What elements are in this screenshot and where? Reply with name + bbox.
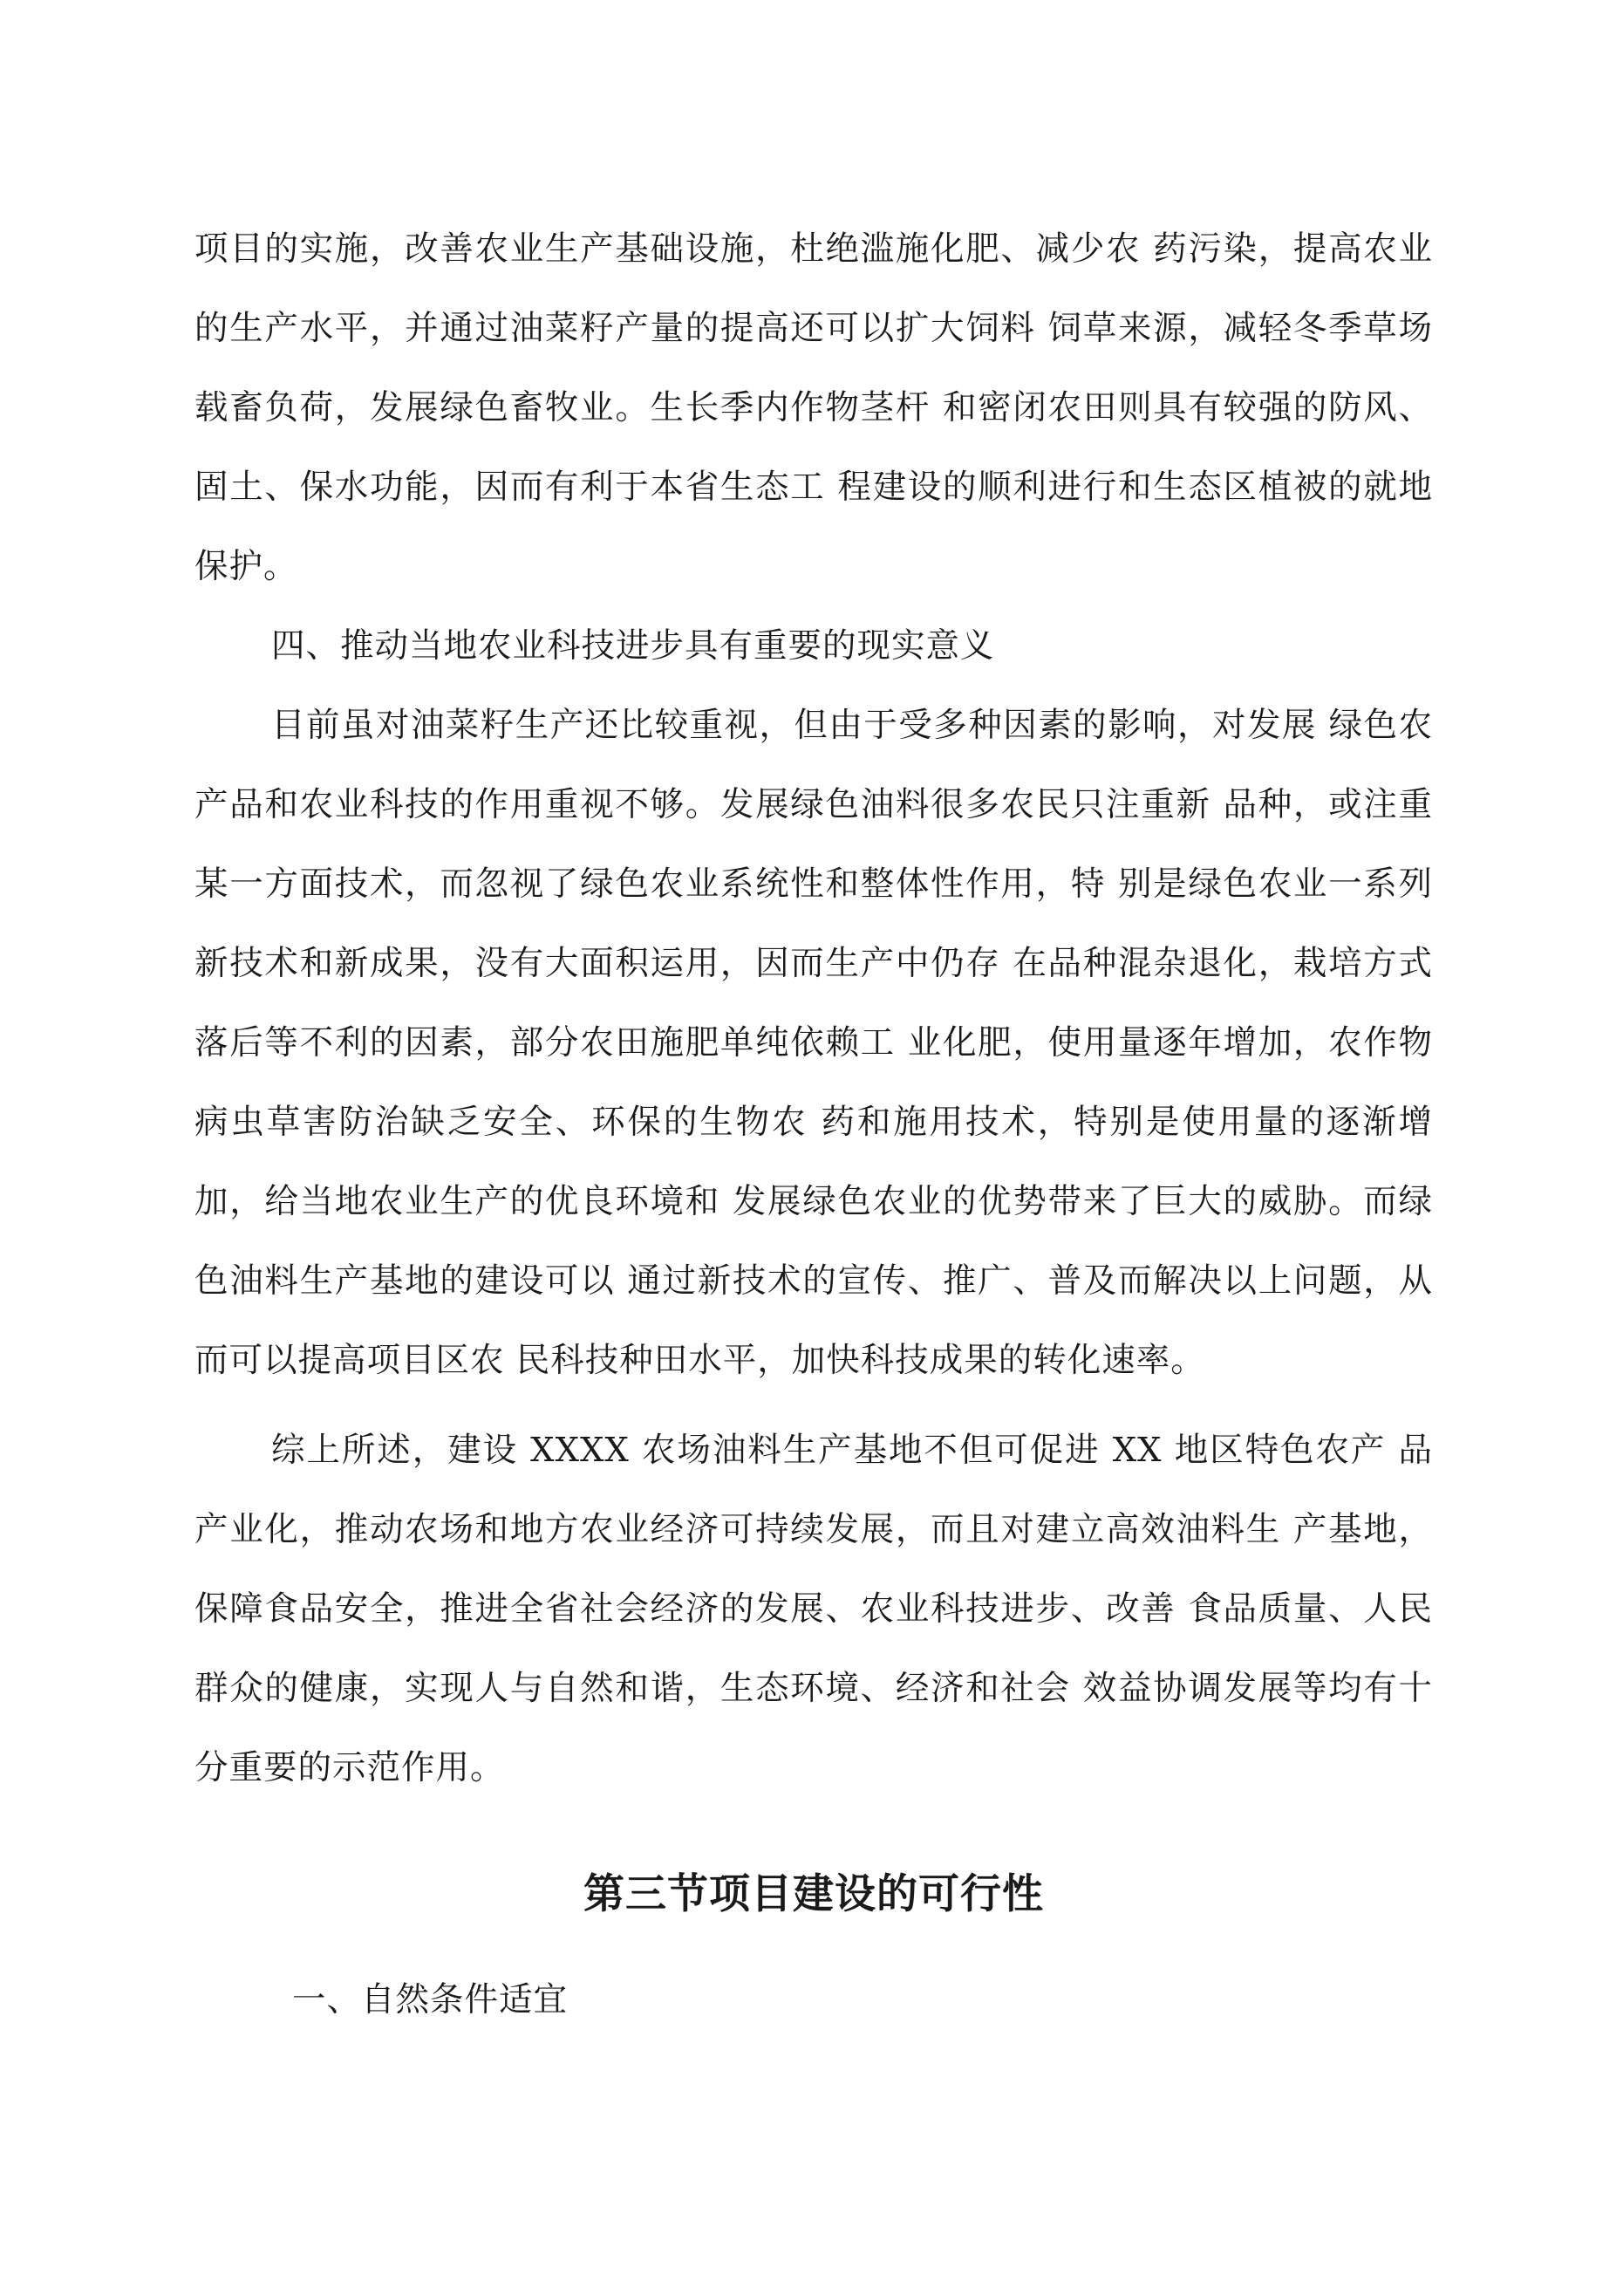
section-title: 第三节项目建设的可行性 — [583, 1870, 1044, 1918]
document-body — [194, 209, 1433, 2040]
paragraph-tech-progress: 目前虽对油菜籽生产还比较重视，但由于受多种因素的影响，对发展 绿色农产品和农业科技的作用重视不够。发展绿色油料很多农民只注重新 品种，或注重某一方面技术，而忽视了绿色农业系统性和整体性作用，特 别是绿色农业一系列新技术和新成果，没有大面积运用，因而生产中仍存 在品种混杂退化，栽培方式落后等不利的因素，部分农田施肥单纯依赖工 业化肥，使用量逐年增加，农作物病虫草害防治缺乏安全、环保的生物农 药和施用技术，特别是使用量的逐渐增加，给当地农业生产的优良环境和 发展绿色农业的优势带来了巨大的威胁。而绿色油料生产基地的建设可以 通过新技术的宣传、推广、普及而解决以上问题，从而可以提高项目区农 民科技种田水平，加快科技成果的转化速率。 — [194, 706, 1433, 1380]
heading-tech-progress: 四、推动当地农业科技进步具有重要的现实意义 — [271, 626, 995, 666]
subheading-natural-conditions: 一、自然条件适宜 — [292, 1980, 569, 2019]
paragraph-conclusion: 综上所述，建设 XXXX 农场油料生产基地不但可促进 XX 地区特色农产 品产业化，推动农场和地方农业经济可持续发展，而且对建立高效油料生 产基地，保障食品安全，推进全省社会经济的发展、农业科技进步、改善 食品质量、人民群众的健康，实现人与自然和谐，生态环境、经济和社会 效益协调发展等均有十分重要的示范作用。 — [194, 1431, 1433, 1787]
paragraph-ecology: 项目的实施，改善农业生产基础设施，杜绝滥施化肥、减少农 药污染，提高农业的生产水平，并通过油菜籽产量的提高还可以扩大饲料 饲草来源，减轻冬季草场载畜负荷，发展绿色畜牧业。生长季内作物茎杆 和密闭农田则具有较强的防风、固土、保水功能，因而有利于本省生态工 程建设的顺利进行和生态区植被的就地保护。 — [194, 229, 1433, 586]
